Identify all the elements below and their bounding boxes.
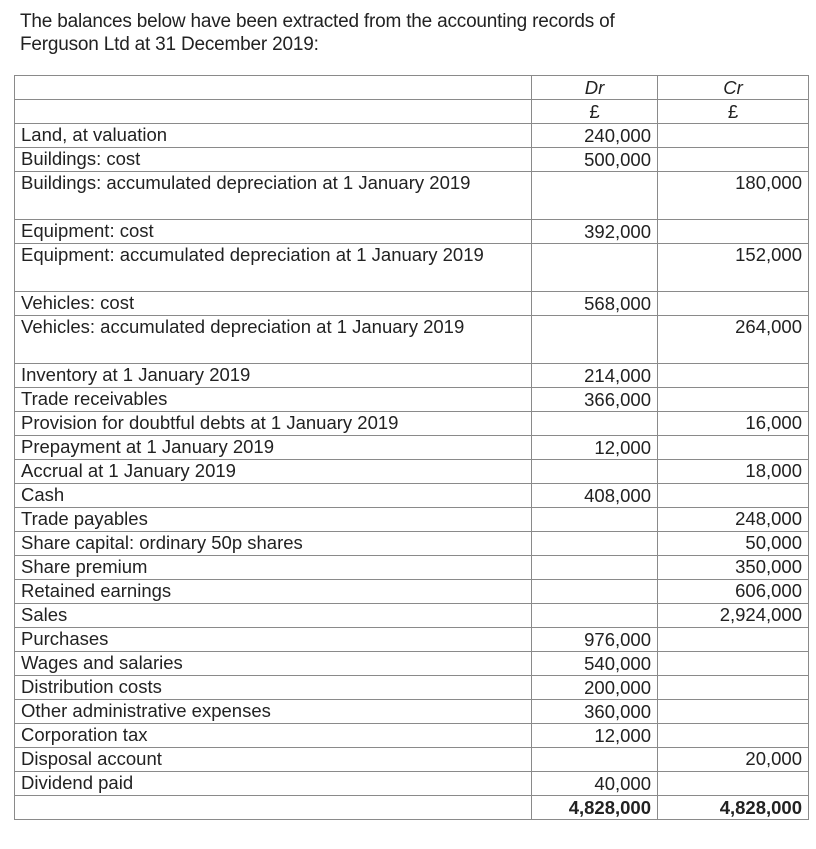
row-cr-value: 20,000 [658,748,809,772]
row-cr-value [658,292,809,316]
row-dr-value: 12,000 [532,724,658,748]
row-cr-value [658,628,809,652]
row-dr-value: 540,000 [532,652,658,676]
row-cr-value: 50,000 [658,532,809,556]
row-dr-value [532,316,658,364]
total-cr: 4,828,000 [658,796,809,820]
table-row [15,316,809,364]
table-row [15,364,809,388]
currency-cr: £ [658,100,809,124]
header-cr: Cr [658,76,809,100]
total-row [15,796,809,820]
total-dr: 4,828,000 [532,796,658,820]
row-label: Inventory at 1 January 2019 [15,364,532,388]
row-cr-value [658,388,809,412]
total-label [15,796,532,820]
row-dr-value: 360,000 [532,700,658,724]
row-label: Share premium [15,556,532,580]
row-label: Land, at valuation [15,124,532,148]
row-label: Prepayment at 1 January 2019 [15,436,532,460]
row-label: Equipment: cost [15,220,532,244]
row-dr-value [532,508,658,532]
table-row [15,292,809,316]
row-cr-value: 2,924,000 [658,604,809,628]
row-dr-value: 214,000 [532,364,658,388]
table-row [15,388,809,412]
intro-line-2: Ferguson Ltd at 31 December 2019: [20,34,319,55]
table-row [15,772,809,796]
row-label: Accrual at 1 January 2019 [15,460,532,484]
table-row [15,652,809,676]
table-row [15,172,809,220]
row-cr-value: 180,000 [658,172,809,220]
header-dr: Dr [532,76,658,100]
row-label: Equipment: accumulated depreciation at 1 January 2019 [15,244,532,292]
table-row [15,484,809,508]
row-cr-value [658,772,809,796]
row-cr-value [658,148,809,172]
row-dr-value: 240,000 [532,124,658,148]
table-row [15,748,809,772]
row-dr-value: 12,000 [532,436,658,460]
row-cr-value [658,364,809,388]
row-cr-value [658,652,809,676]
row-cr-value [658,124,809,148]
row-label: Buildings: cost [15,148,532,172]
row-label: Corporation tax [15,724,532,748]
row-dr-value [532,244,658,292]
row-label: Trade receivables [15,388,532,412]
row-cr-value: 248,000 [658,508,809,532]
row-dr-value: 200,000 [532,676,658,700]
header-row [15,76,809,100]
row-cr-value [658,724,809,748]
row-dr-value: 392,000 [532,220,658,244]
table-row [15,580,809,604]
table-row [15,700,809,724]
row-dr-value [532,532,658,556]
row-label: Distribution costs [15,676,532,700]
row-label: Vehicles: cost [15,292,532,316]
row-dr-value: 408,000 [532,484,658,508]
row-cr-value: 152,000 [658,244,809,292]
row-label: Retained earnings [15,580,532,604]
header-desc [15,76,532,100]
row-cr-value: 264,000 [658,316,809,364]
table-row [15,676,809,700]
table-row [15,124,809,148]
table-row [15,508,809,532]
table-row [15,220,809,244]
intro-line-1: The balances below have been extracted from the accounting records of [20,11,615,32]
currency-dr: £ [532,100,658,124]
row-cr-value: 18,000 [658,460,809,484]
row-label: Trade payables [15,508,532,532]
row-dr-value: 366,000 [532,388,658,412]
table-row [15,532,809,556]
row-dr-value: 976,000 [532,628,658,652]
table-row [15,148,809,172]
row-dr-value [532,412,658,436]
row-label: Share capital: ordinary 50p shares [15,532,532,556]
trial-balance-table [14,75,809,820]
table-row [15,628,809,652]
row-dr-value [532,748,658,772]
row-cr-value: 350,000 [658,556,809,580]
table-row [15,436,809,460]
row-label: Disposal account [15,748,532,772]
row-cr-value [658,436,809,460]
row-cr-value [658,484,809,508]
table-row [15,412,809,436]
table-row [15,556,809,580]
row-label: Wages and salaries [15,652,532,676]
row-cr-value: 606,000 [658,580,809,604]
row-cr-value: 16,000 [658,412,809,436]
row-label: Other administrative expenses [15,700,532,724]
currency-desc [15,100,532,124]
row-dr-value: 40,000 [532,772,658,796]
row-dr-value [532,556,658,580]
row-label: Vehicles: accumulated depreciation at 1 January 2019 [15,316,532,364]
row-dr-value [532,580,658,604]
row-label: Sales [15,604,532,628]
row-label: Provision for doubtful debts at 1 January 2019 [15,412,532,436]
row-dr-value: 500,000 [532,148,658,172]
row-cr-value [658,700,809,724]
row-dr-value [532,460,658,484]
row-label: Cash [15,484,532,508]
currency-row [15,100,809,124]
table-row [15,724,809,748]
table-row [15,244,809,292]
row-dr-value [532,172,658,220]
row-dr-value: 568,000 [532,292,658,316]
row-label: Purchases [15,628,532,652]
row-cr-value [658,220,809,244]
row-dr-value [532,604,658,628]
row-cr-value [658,676,809,700]
intro-text [20,10,800,56]
table-row [15,604,809,628]
table-row [15,460,809,484]
row-label: Buildings: accumulated depreciation at 1 January 2019 [15,172,532,220]
row-label: Dividend paid [15,772,532,796]
